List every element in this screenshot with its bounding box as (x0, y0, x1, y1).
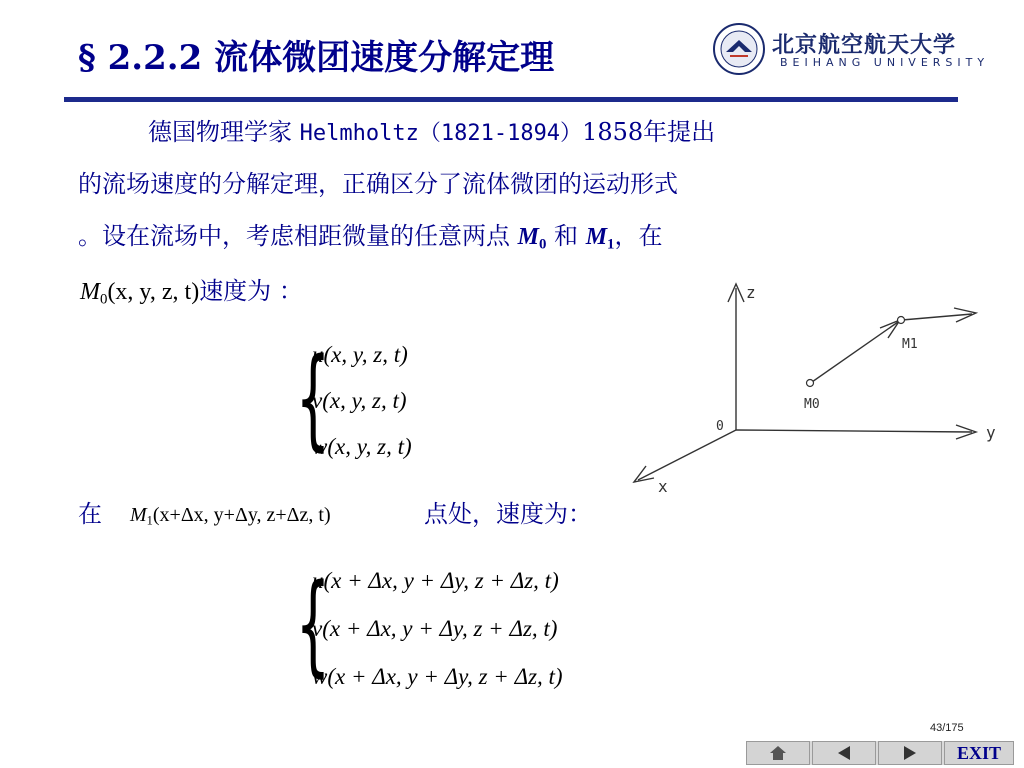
next-button[interactable] (878, 741, 942, 765)
helmholtz-name: Helmholtz（1821-1894） (299, 121, 583, 146)
point-m1: $M_1$ (585, 224, 615, 253)
at-label: 在 (78, 500, 102, 528)
velocity-label: 速度为 ： (199, 277, 303, 305)
axis-x-label: x (658, 477, 668, 496)
exit-button[interactable]: EXIT (944, 741, 1014, 765)
m1-velocity-label: 点处，速度为： (424, 500, 592, 528)
text-span: 德国物理学家 (148, 118, 300, 146)
paragraph-line-1 (148, 106, 715, 160)
home-button[interactable] (746, 741, 810, 765)
prev-triangle-icon (834, 745, 854, 761)
coordinate-diagram (620, 270, 1010, 500)
origin-label: 0 (716, 419, 724, 434)
next-triangle-icon (900, 745, 920, 761)
text-span: 1858年提出 (582, 118, 716, 146)
university-name-cn: 北京航空航天大学 (772, 32, 957, 58)
slide-navigation (746, 741, 1014, 765)
left-brace: { (295, 334, 331, 462)
university-seal-icon (712, 22, 766, 76)
velocity-u-m1: u(x + Δx, y + Δy, z + Δz, t) (312, 568, 559, 593)
university-name-en: BEIHANG UNIVERSITY (780, 56, 990, 69)
left-brace: { (295, 560, 331, 688)
university-logo (712, 22, 990, 78)
velocity-u-m0: u(x, y, z, t) (312, 342, 408, 367)
page-number: 43/175 (930, 722, 964, 734)
m0-velocity-line (80, 276, 303, 308)
velocity-w-m0: w(x, y, z, t) (312, 434, 412, 459)
velocity-v-m1: v(x + Δx, y + Δy, z + Δz, t) (312, 616, 558, 641)
m1-symbol: $M_1(x+\Delta x$, y+Δy, z+Δz, t) (130, 504, 331, 528)
point-m0: $M_0$ (517, 224, 547, 253)
axis-y-label: y (986, 423, 996, 442)
m0-label: M0 (804, 397, 820, 412)
slide-title: § 2.2.2 流体微团速度分解定理 (78, 38, 555, 78)
prev-button[interactable] (812, 741, 876, 765)
home-icon (768, 745, 788, 761)
m0-symbol: $M_0(x$, y, z, t) (80, 279, 200, 308)
text-span: 。设在流场中，考虑相距微量的任意两点 (78, 222, 518, 250)
header-divider (64, 97, 958, 102)
m1-label: M1 (902, 337, 918, 352)
velocity-w-m1: w(x + Δx, y + Δy, z + Δz, t) (312, 664, 563, 689)
text-span: ，在 (614, 222, 663, 250)
paragraph-line-2: 的流场速度的分解定理，正确区分了流体微团的运动形式 (78, 170, 678, 198)
text-span: 和 (546, 222, 586, 250)
axis-z-label: z (746, 283, 756, 302)
velocity-v-m0: v(x, y, z, t) (312, 388, 407, 413)
paragraph-line-3 (78, 210, 662, 270)
